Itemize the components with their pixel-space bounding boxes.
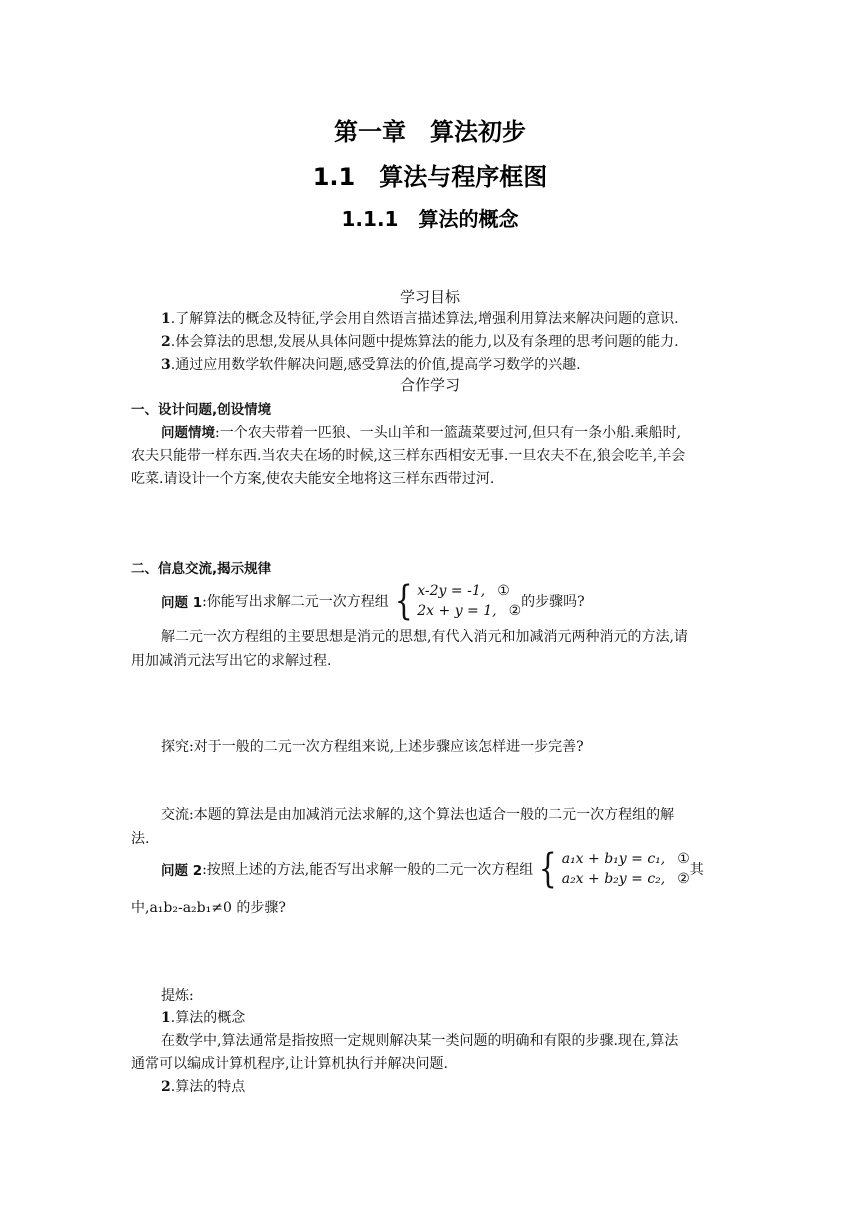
- goal-item-1: [161, 307, 731, 331]
- exchange-line-1: 交流:本题的算法是由加减消元法求解的,这个算法也适合一般的二元一次方程组的解: [161, 807, 675, 823]
- concept-line-1: 在数学中,算法通常是指按照一定规则解决某一类问题的明确和有限的步骤.现在,算法: [161, 1033, 679, 1049]
- goal-text: .了解算法的概念及特征,学会用自然语言描述算法,增强利用算法来解决问题的意识.: [170, 311, 679, 327]
- question-2: 问题 2 :按照上述的方法,能否写出求解一般的二元一次方程组 { a₁x + b₁y = c₁, ① a₂x + b₂y = c₂, ② 其: [161, 846, 704, 892]
- paragraph-1-line-2: 用加减消元法写出它的求解过程.: [131, 653, 332, 669]
- scenario-line-1: 问题情境:一个农夫带着一匹狼、一头山羊和一篮蔬菜要过河,但只有一条小船.乘船时,: [161, 425, 682, 441]
- chapter-title: 第一章 算法初步: [334, 118, 526, 146]
- concept-title: 1.算法的概念: [161, 1010, 246, 1026]
- scenario-line-2: 农夫只能带一样东西.当农夫在场的时候,这三样东西相安无事.一旦农夫不在,狼会吃羊,羊会: [131, 448, 686, 464]
- goal-text: .体会算法的思想,发展从具体问题中提炼算法的能力,以及有条理的思考问题的能力.: [170, 334, 679, 350]
- goal-number: 1: [161, 311, 171, 327]
- question-1-label: 问题 1: [161, 595, 203, 611]
- scenario-label: 问题情境: [161, 425, 215, 441]
- part1-heading: 一、设计问题,创设情境: [131, 402, 272, 418]
- question-1: 问题 1 :你能写出求解二元一次方程组 { x-2y = -1, ① 2x + y = 1, ② 的步骤吗?: [161, 578, 585, 624]
- goal-number: 2: [161, 334, 171, 350]
- scenario-line-3: 吃菜.请设计一个方案,使农夫能安全地将这三样东西带过河.: [131, 471, 495, 487]
- left-brace: {: [394, 578, 413, 624]
- refine-label: 提炼:: [161, 988, 194, 1004]
- goal-text: .通过应用数学软件解决问题,感受算法的价值,提高学习数学的兴趣.: [170, 357, 581, 373]
- goal-item-2: [161, 330, 731, 354]
- feature-title: 2.算法的特点: [161, 1079, 246, 1095]
- part2-heading: 二、信息交流,揭示规律: [131, 561, 272, 577]
- coop-heading: 合作学习: [399, 376, 460, 394]
- subsection-title: 1.1.1 算法的概念: [341, 207, 519, 231]
- question-2-label: 问题 2: [161, 863, 203, 879]
- exchange-line-2: 法.: [131, 831, 150, 847]
- equation-system-2: a₁x + b₁y = c₁, ① a₂x + b₂y = c₂, ②: [561, 851, 690, 887]
- explore-text: 探究:对于一般的二元一次方程组来说,上述步骤应该怎样进一步完善?: [161, 739, 584, 755]
- equation-system-1: x-2y = -1, ① 2x + y = 1, ②: [417, 583, 522, 619]
- left-brace: {: [539, 846, 557, 892]
- goals-heading: 学习目标: [399, 288, 460, 306]
- section-title: 1.1 算法与程序框图: [312, 163, 548, 191]
- goal-number: 3: [161, 357, 171, 373]
- question-2-line-2: 中,a₁b₂-a₂b₁≠0 的步骤?: [131, 900, 286, 916]
- paragraph-1-line-1: 解二元一次方程组的主要思想是消元的思想,有代入消元和加减消元两种消元的方法,请: [161, 629, 688, 645]
- concept-line-2: 通常可以编成计算机程序,让计算机执行并解决问题.: [131, 1056, 448, 1072]
